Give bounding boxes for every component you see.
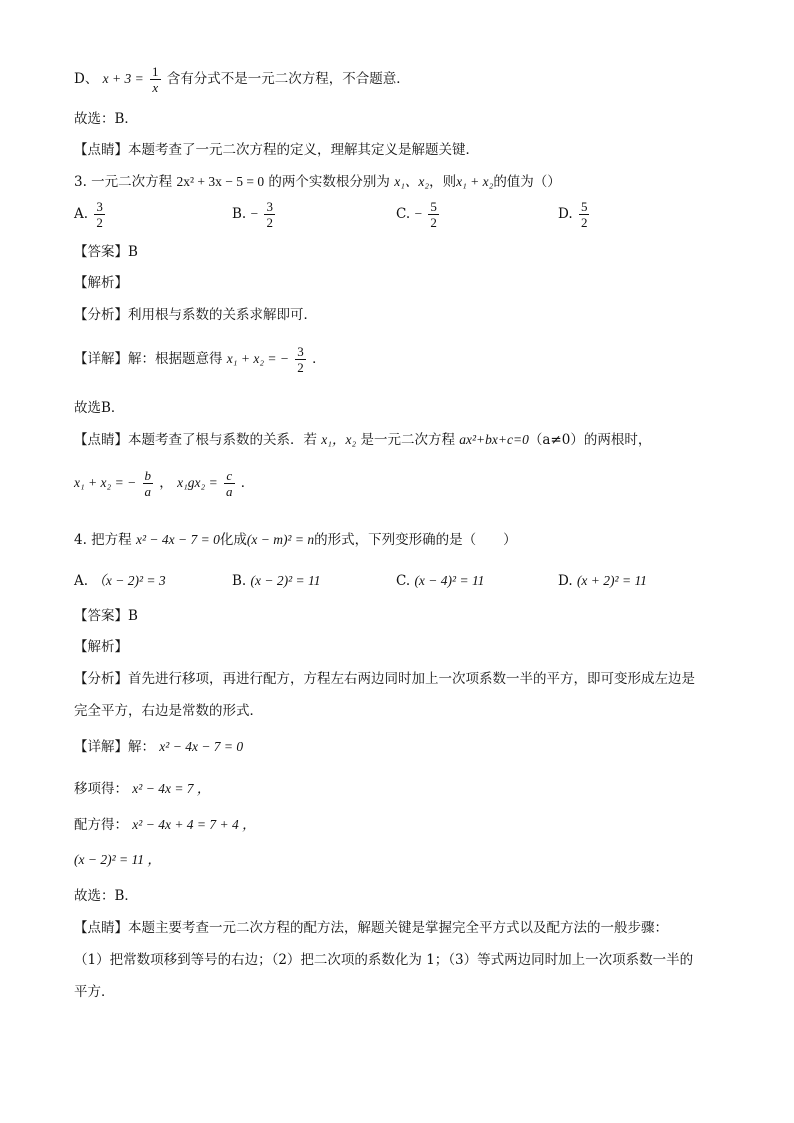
step-label: 配方得： — [74, 817, 128, 833]
q3-equation: 2x² + 3x − 5 = 0 — [176, 174, 265, 189]
q4-step-1 — [74, 782, 210, 797]
q4-choice: 故选：B． — [74, 888, 138, 904]
fraction-denominator: 2 — [430, 215, 437, 230]
q4-detail-prefix: 【详解】解： — [74, 739, 155, 755]
q4-analysis-line-2: 完全平方，右边是常数的形式． — [74, 703, 263, 719]
q3-stem-suffix: 的值为（） — [493, 174, 561, 190]
formula-product-lhs: x₁gx₂ = — [177, 475, 218, 490]
q4-stem-prefix: 4. 把方程 — [74, 532, 132, 548]
fraction-numerator: 5 — [430, 199, 437, 214]
option-label: B. — [232, 573, 247, 589]
fraction-denominator: 2 — [266, 215, 273, 230]
q4-analysis-header: 【解析】 — [74, 639, 128, 655]
comment-1: 【点睛】本题考查了一元二次方程的定义，理解其定义是解题关键． — [74, 142, 479, 158]
q4-step-3: (x − 2)² = 11 ， — [74, 852, 161, 867]
option-sign: − — [250, 206, 259, 221]
step-equation: x² − 4x + 4 = 7 + 4 ， — [132, 817, 256, 832]
fraction-numerator: 3 — [297, 344, 304, 359]
q3-comment — [74, 433, 651, 448]
option-sign: − — [414, 206, 423, 221]
fraction-denominator: 2 — [580, 215, 588, 230]
q3-answer: 【答案】B — [74, 244, 138, 260]
fraction-numerator: b — [144, 468, 151, 483]
step-equation: x² − 4x = 7 ， — [132, 781, 211, 796]
q3-comment-condition: （a≠0）的两根时， — [528, 432, 652, 448]
q4-comment-line-3: 平方． — [74, 984, 115, 1000]
q3-option-a — [74, 199, 107, 230]
fraction-numerator: c — [226, 468, 233, 483]
q4-stem — [74, 533, 517, 548]
q3-stem-prefix: 3. 一元二次方程 — [74, 174, 173, 190]
option-text: (x − 4)² = 11 — [414, 573, 485, 588]
q4-step-2 — [74, 818, 256, 833]
option-label: A. — [74, 206, 89, 222]
formula-sum-fraction — [143, 468, 154, 499]
q4-comment-line-1: 【点睛】本题主要考查一元二次方程的配方法，解题关键是掌握完全平方式以及配方法的一般步骤： — [74, 920, 668, 936]
q3-choice: 故选B． — [74, 400, 125, 416]
choice-b-1: 故选：B． — [74, 111, 138, 127]
fraction-numerator: 3 — [96, 199, 103, 214]
formula-product-fraction — [224, 468, 235, 499]
q4-answer: 【答案】B — [74, 608, 138, 624]
option-label: D. — [558, 573, 573, 589]
fraction-numerator: 5 — [580, 199, 588, 214]
step-label: 移项得： — [74, 781, 128, 797]
q4-equation: x² − 4x − 7 = 0 — [135, 532, 220, 547]
q3-analysis: 【分析】利用根与系数的关系求解即可． — [74, 307, 317, 323]
q3-detail-prefix: 【详解】解：根据题意得 — [74, 351, 223, 367]
q3-comment-equation: ax²+bx+c=0 — [459, 432, 529, 447]
option-fraction — [428, 199, 439, 230]
q3-detail-lhs: x₁ + x₂ = − — [226, 351, 289, 366]
q3-comment-roots: x₁，x₂ — [321, 432, 357, 447]
q3-sum: x₁ + x₂ — [456, 174, 494, 189]
q4-option-c — [396, 574, 484, 589]
option-label: A. — [74, 573, 89, 589]
q3-stem-mid: 的两个实数根分别为 — [268, 174, 390, 190]
q3-option-c — [396, 199, 441, 230]
q4-detail — [74, 740, 243, 755]
d-option-text: 含有分式不是一元二次方程，不合题意． — [166, 71, 410, 87]
q4-stem-mid: 化成 — [219, 532, 247, 548]
q3-comment-mid: 是一元二次方程 — [360, 432, 455, 448]
q3-option-b — [232, 199, 277, 230]
q4-detail-equation: x² − 4x − 7 = 0 — [159, 739, 244, 754]
q4-stem-suffix: 的形式，下列变形确的是（ ） — [314, 532, 517, 548]
fraction-denominator: a — [144, 484, 151, 499]
formula-separator: ， — [159, 475, 173, 491]
fraction-denominator: a — [226, 484, 233, 499]
option-fraction — [264, 199, 275, 230]
q4-comment-line-2: （1）把常数项移到等号的右边；（2）把二次项的系数化为 1；（3）等式两边同时加上一次项系数一半的 — [74, 952, 694, 968]
fraction-numerator: 3 — [266, 199, 273, 214]
q3-detail-end: ． — [312, 351, 326, 367]
d-option-prefix: D、 — [74, 71, 99, 87]
formula-sum-lhs: x₁ + x₂ = − — [74, 475, 137, 490]
option-fraction — [579, 199, 590, 230]
q3-stem-mid2: ，则 — [429, 174, 457, 190]
option-text: (x − 2)² = 11 — [250, 573, 321, 588]
option-text: （x − 2)² = 3 — [92, 573, 166, 588]
option-label: C. — [396, 573, 411, 589]
q4-option-b — [232, 574, 321, 589]
q3-detail-fraction — [295, 344, 306, 375]
option-label: C. — [396, 206, 411, 222]
fraction-denominator: 2 — [96, 215, 103, 230]
q3-comment-prefix: 【点睛】本题考查了根与系数的关系．若 — [74, 432, 317, 448]
option-label: D. — [558, 206, 573, 222]
formula-end: ． — [240, 475, 255, 491]
q3-detail — [74, 344, 326, 375]
option-fraction — [94, 199, 105, 230]
q3-option-d — [558, 199, 591, 230]
d-option-line — [74, 64, 410, 95]
option-text: (x + 2)² = 11 — [576, 573, 647, 588]
q4-option-a — [74, 574, 166, 589]
option-label: B. — [232, 206, 247, 222]
q4-option-d — [558, 574, 647, 589]
q3-roots: x₁、x₂ — [394, 174, 430, 189]
d-option-fraction — [150, 64, 161, 95]
fraction-denominator: x — [152, 80, 159, 95]
q3-vieta-formula — [74, 468, 254, 499]
d-option-equation-lhs: x + 3 = — [102, 71, 144, 86]
q3-stem — [74, 175, 561, 190]
fraction-denominator: 2 — [297, 360, 304, 375]
q4-analysis-line-1: 【分析】首先进行移项，再进行配方，方程左右两边同时加上一次项系数一半的平方，即可变形成左边是 — [74, 671, 695, 687]
fraction-numerator: 1 — [152, 64, 159, 79]
q3-analysis-header: 【解析】 — [74, 275, 128, 291]
q4-form: (x − m)² = n — [246, 532, 315, 547]
